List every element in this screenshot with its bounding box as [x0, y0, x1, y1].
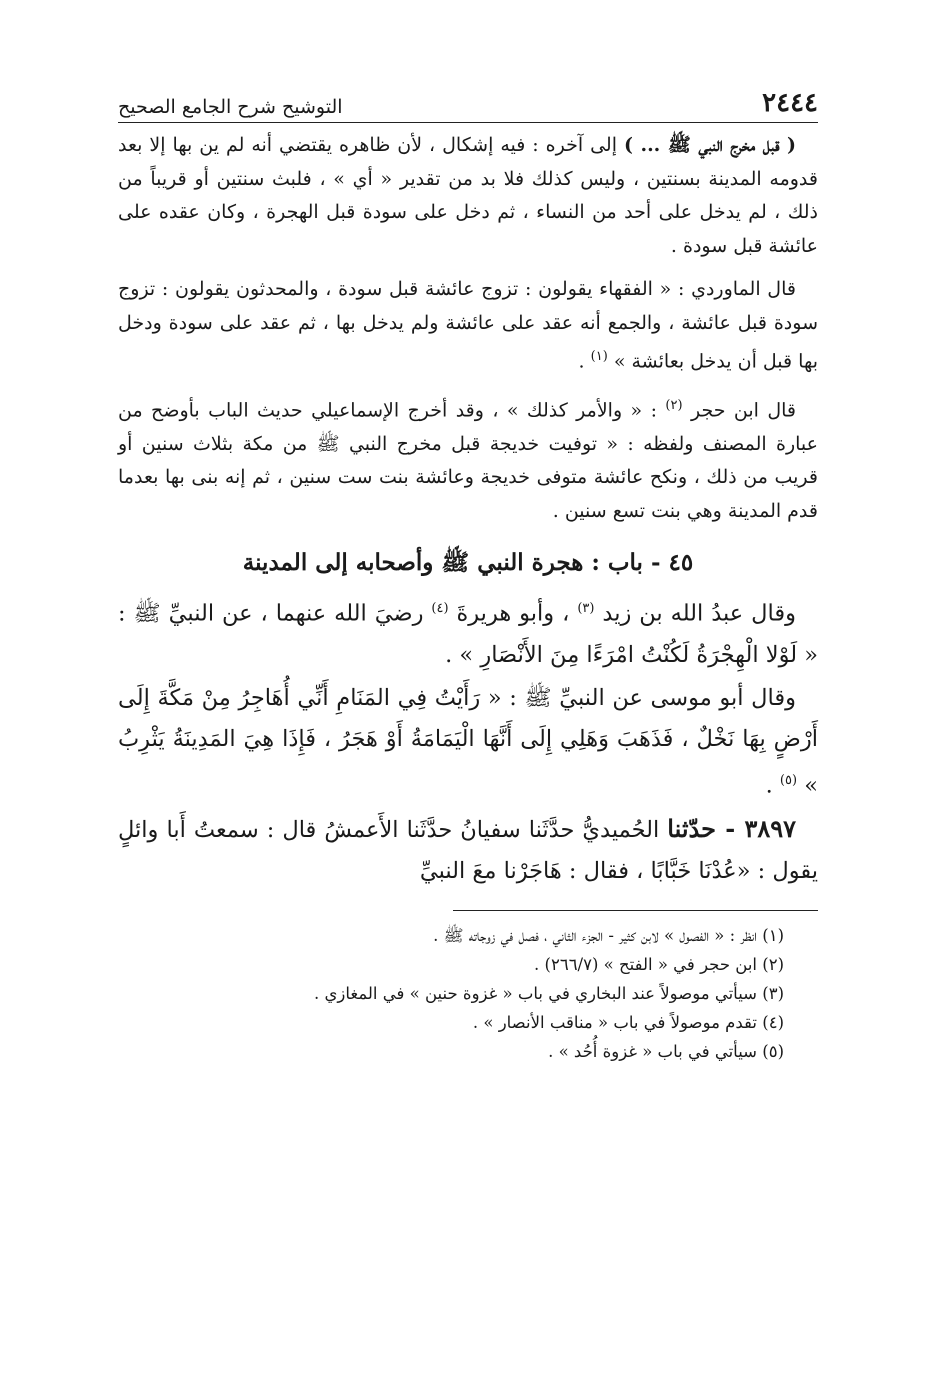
book-page	[118, 80, 818, 1066]
footnote: (٤) تقدم موصولاً في باب « مناقب الأنصار » .	[472, 1013, 784, 1033]
footnote: (١) انظر : « الفصول » لابن كثير - الجزء الثاني ، فصل في زوجاته ﷺ .	[433, 926, 784, 946]
commentary-text: إلى آخره : فيه إشكال ، لأن ظاهره يقتضي أنه لم ين بها إلا بعد قدومه المدينة بسنتين ، وليس كذلك فلا بد من تقدير « أي » ، فلبث سنتين أو قريباً من ذلك ، لم يدخل على أحد من النساء ، ثم دخل على سودة قبل الهجرة ، وكان عقده على عائشة قبل سودة .	[118, 134, 818, 257]
footnote-ref[interactable]: (٥)	[779, 772, 798, 788]
hadith-text: وقال أبو موسى عن النبيِّ ﷺ : « رَأَيْتُ فِي المَنَامِ أَنِّي أُهَاجِرُ مِنْ مَكَّةَ إِلَى أَرْضٍ بِهَا نَخْلٌ ، فَذَهَبَ وَهَلِي إِلَى أَنَّهَا الْيَمَامَةُ أَوْ هَجَرُ ، فَإِذَا هِيَ المَدِينَةُ يَثْرِبُ »	[118, 684, 818, 799]
commentary-text: .	[578, 350, 591, 373]
page-header	[118, 80, 818, 123]
footnote-ref[interactable]: (١)	[590, 349, 608, 364]
footnote: (٢) ابن حجر في « الفتح » (٢٦٦/٧) .	[534, 955, 784, 975]
footnote: (٣) سيأتي موصولاً عند البخاري في باب « غزوة حنين » في المغازي .	[313, 984, 784, 1004]
footnote-ref[interactable]: (٣)	[577, 601, 595, 617]
commentary-text: قال الماوردي : « الفقهاء يقولون : تزوج عائشة قبل سودة ، والمحدثون يقولون : تزوج سودة قبل عائشة ، والجمع أنه عقد على عائشة ولم يدخل بها ، ثم عقد على سودة ودخل بها قبل أن يدخل بعائشة »	[118, 278, 818, 373]
hadith-paragraph	[118, 808, 818, 892]
commentary-paragraph	[118, 389, 818, 528]
footnote-separator	[453, 910, 818, 911]
page-number: ٢٤٤٤	[762, 88, 818, 118]
hadith-text: ، وأبو هريرةَ	[448, 600, 578, 627]
commentary-paragraph	[118, 129, 818, 263]
running-title: التوشيح شرح الجامع الصحيح	[118, 96, 343, 118]
quoted-lemma: ( قبل مخرج النبي ﷺ ... )	[623, 134, 797, 156]
hadith-text: .	[765, 772, 780, 799]
hadith-text: وقال عبدُ الله بن زيد	[594, 600, 796, 627]
hadith-paragraph	[118, 588, 818, 676]
footnote-ref[interactable]: (٤)	[431, 601, 449, 617]
hadith-paragraph	[118, 678, 818, 807]
footnote: (٥) سيأتي في باب « غزوة أُحُد » .	[548, 1042, 784, 1062]
hadith-text: الحُميديُّ حدَّثَنا سفيانُ حدَّثَنا الأَعمشُ قال : سمعتُ أَبا وائلٍ يقول : «عُدْنَا خَبَّابًا ، فقال : هَاجَرْنا معَ النبيِّ	[118, 817, 818, 885]
commentary-paragraph	[118, 273, 818, 379]
hadith-text: رضيَ الله عنهما ، عن النبيِّ ﷺ : « لَوْلا الْهِجْرَةُ لَكُنْتُ امْرَءًا مِنَ الأَنْصَارِ » .	[118, 600, 818, 668]
hadith-number: ٣٨٩٧ - حدّثنا	[667, 814, 796, 844]
commentary-text: : « والأمر كذلك » ، وقد أخرج الإسماعيلي حديث الباب بأوضح من عبارة المصنف ولفظه : « توفيت خديجة قبل مخرج النبي ﷺ من مكة بثلاث سنين أو قريب من ذلك ، ونكح عائشة متوفى خديجة وعائشة بنت ست سنين ، ثم إنه بنى بها بعدما قدم المدينة وهي بنت تسع سنين .	[118, 399, 819, 522]
commentary-text: قال ابن حجر	[682, 399, 796, 422]
footnotes	[118, 921, 818, 1066]
chapter-heading: ٤٥ - باب : هجرة النبي ﷺ وأصحابه إلى المدينة	[242, 549, 694, 577]
footnote-ref[interactable]: (٢)	[665, 397, 683, 413]
